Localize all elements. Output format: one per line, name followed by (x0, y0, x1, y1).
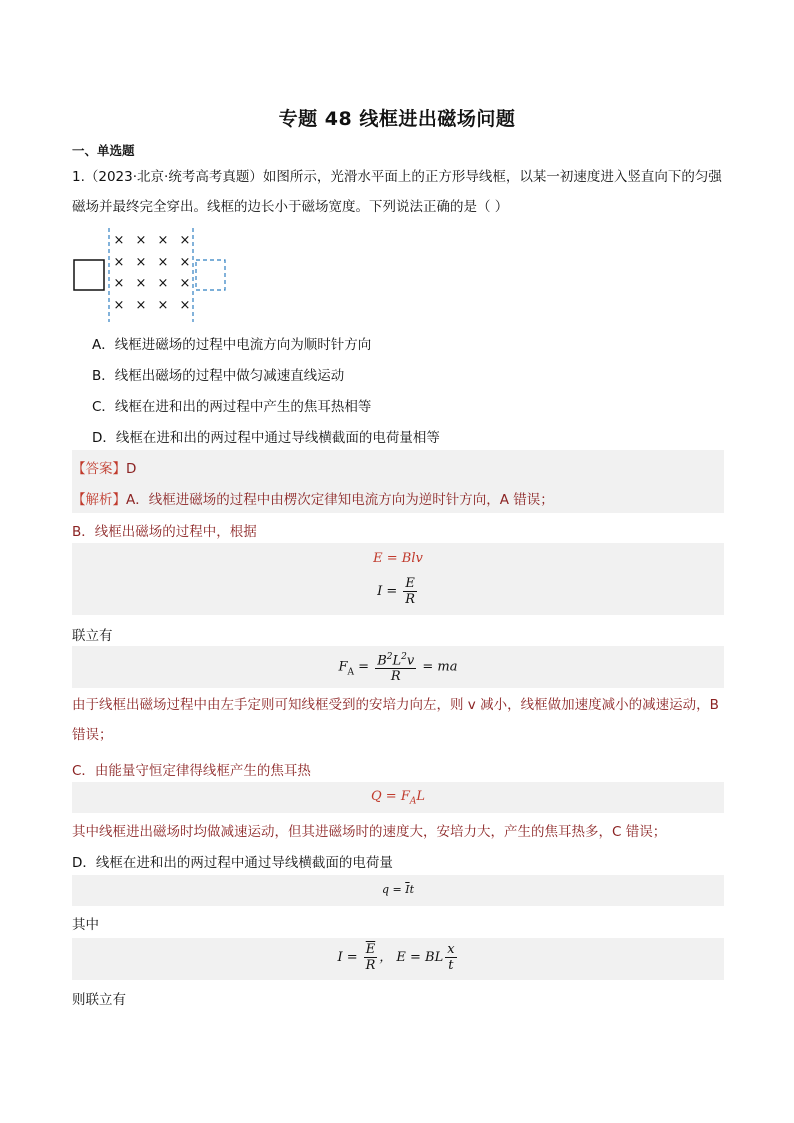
field-cross-mark: × (179, 298, 191, 313)
field-cross-mark: × (113, 233, 125, 248)
formula-average-current-emf: I = $\frac{\overline{E}}{R}$ ， E = BL $\frac{x}{t}$ (337, 942, 455, 973)
fraction: $\frac{E}{R}$ (405, 576, 416, 607)
field-cross-mark: × (179, 255, 191, 270)
answer-value: D (126, 461, 137, 477)
analysis-d-intro: D．线框在进和出的两过程中通过导线横截面的电荷量 (72, 855, 393, 871)
field-cross-mark: × (157, 233, 169, 248)
field-cross-mark: × (157, 298, 169, 313)
answer-label: 【答案】 (72, 461, 126, 477)
field-cross-marks (114, 233, 191, 313)
field-cross-mark: × (157, 276, 169, 291)
field-cross-mark: × (113, 276, 125, 291)
field-cross-mark: × (113, 255, 125, 270)
field-cross-mark: × (135, 276, 147, 291)
formula-ampere-force: $F_A$ = $\frac{B^2L^2v}{R}$ = ma (338, 652, 458, 685)
qizhong-text: 其中 (72, 917, 99, 933)
option-d: D．线框在进和出的两过程中通过导线横截面的电荷量相等 (92, 430, 440, 446)
option-b: B．线框出磁场的过程中做匀减速直线运动 (92, 368, 345, 384)
field-cross-mark: × (135, 298, 147, 313)
field-cross-mark: × (179, 276, 191, 291)
lianli-text: 联立有 (72, 628, 113, 644)
section-heading: 一、单选题 (72, 143, 135, 158)
field-cross-mark: × (157, 255, 169, 270)
zelianli-text: 则联立有 (72, 992, 126, 1008)
page-title: 专题 48 线框进出磁场问题 (278, 108, 516, 130)
square-loop-exit-position (196, 260, 225, 290)
fraction: $\frac{x}{t}$ (447, 942, 455, 973)
fraction: $\frac{\overline{E}}{R}$ (365, 942, 376, 973)
option-c: C．线框在进和出的两过程中产生的焦耳热相等 (92, 399, 372, 415)
magnetic-field-figure (72, 226, 232, 330)
square-loop-entering (74, 260, 104, 290)
field-cross-mark: × (179, 233, 191, 248)
formula-joule-heat: $Q = F_AL$ (371, 789, 425, 807)
formula-charge: $q = \overline{I}t$ (381, 883, 415, 896)
formula-current: I = $\frac{E}{R}$ (377, 576, 416, 607)
field-cross-mark: × (135, 255, 147, 270)
analysis-line (72, 488, 554, 508)
analysis-c-conclusion: 其中线框进出磁场时均做减速运动，但其进磁场时的速度大，安培力大，产生的焦耳热多，C 错误； (72, 824, 667, 840)
analysis-a: A．线框进磁场的过程中由楞次定律知电流方向为逆时针方向，A 错误； (126, 492, 554, 508)
formula-emf: E = Blv (373, 551, 423, 566)
analysis-c-intro: C．由能量守恒定律得线框产生的焦耳热 (72, 763, 311, 779)
analysis-b-conclusion: 由于线框出磁场过程中由左手定则可知线框受到的安培力向左，则 v 减小，线框做加速度减小的减速运动，B 错误； (72, 697, 719, 743)
analysis-b-intro: B．线框出磁场的过程中，根据 (72, 524, 257, 540)
field-cross-mark: × (135, 233, 147, 248)
field-cross-mark: × (113, 298, 125, 313)
analysis-label: 【解析】 (72, 492, 126, 508)
fraction: $\frac{B^2L^2v}{R}$ (377, 652, 415, 685)
answer-line (72, 457, 136, 477)
question-text: 1.（2023·北京·统考高考真题）如图所示，光滑水平面上的正方形导线框，以某一初速度进入竖直向下的匀强磁场并最终完全穿出。线框的边长小于磁场宽度。下列说法正确的是（ ） (72, 169, 722, 215)
option-a: A．线框进磁场的过程中电流方向为顺时针方向 (92, 337, 372, 353)
field-diagram-svg (72, 226, 232, 326)
